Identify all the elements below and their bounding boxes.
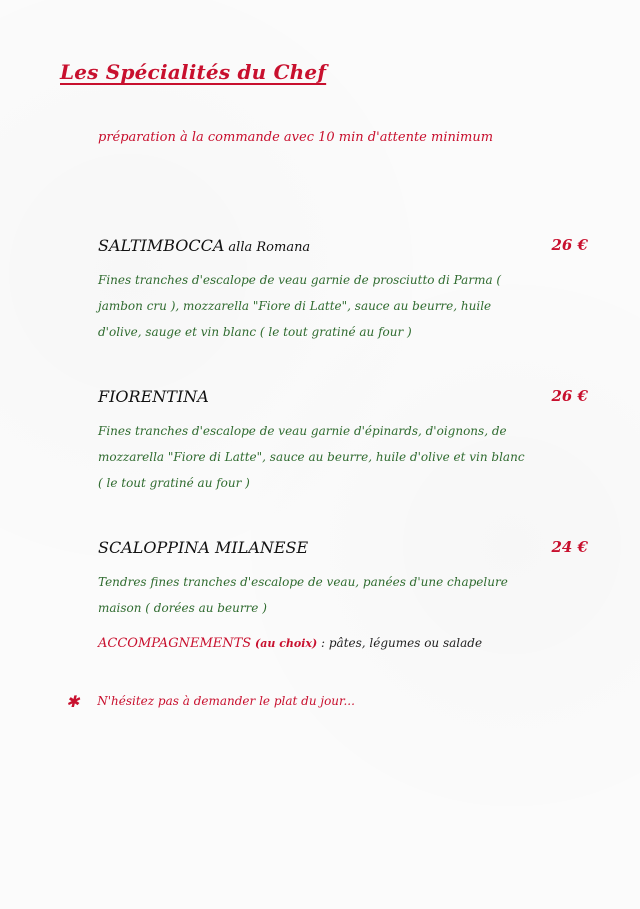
accompaniment-options: : pâtes, légumes ou salade [321,636,483,650]
daily-special-note [66,690,355,709]
daily-special-text: N'hésitez pas à demander le plat du jour... [97,694,355,708]
menu-title: Les Spécialités du Chef [60,60,327,84]
accompaniment-choice: (au choix) [255,637,318,650]
dish-price: 24 € [551,538,588,556]
accompaniment-line [98,633,588,654]
dish-price: 26 € [551,236,588,254]
accompaniment-label: ACCOMPAGNEMENTS [98,636,252,651]
dish-name: SCALOPPINA MILANESE [98,538,309,557]
dish-description: Tendres fines tranches d'escalope de veau, panées d'une chapelure maison ( dorées au beurre ) [98,575,508,615]
asterisk-icon: ✱ [66,692,80,711]
dish-price: 26 € [551,387,588,405]
dish-name: FIORENTINA [98,387,209,406]
dish-name: SALTIMBOCCA [98,236,225,255]
dish-name-suffix: alla Romana [228,240,311,255]
dish-description: Fines tranches d'escalope de veau garnie d'épinards, d'oignons, de mozzarella "Fiore di Latte", sauce au beurre, huile d'olive et vin blanc ( le tout gratiné au four ) [98,424,525,490]
dish-item [98,387,588,496]
dish-item [98,236,588,345]
dish-description: Fines tranches d'escalope de veau garnie de prosciutto di Parma ( jambon cru ), mozzarella "Fiore di Latte", sauce au beurre, huile d'olive, sauge et vin blanc ( le tout gratiné au four ) [98,273,502,339]
menu-subtitle: préparation à la commande avec 10 min d'attente minimum [98,130,494,145]
dish-item [98,538,588,654]
